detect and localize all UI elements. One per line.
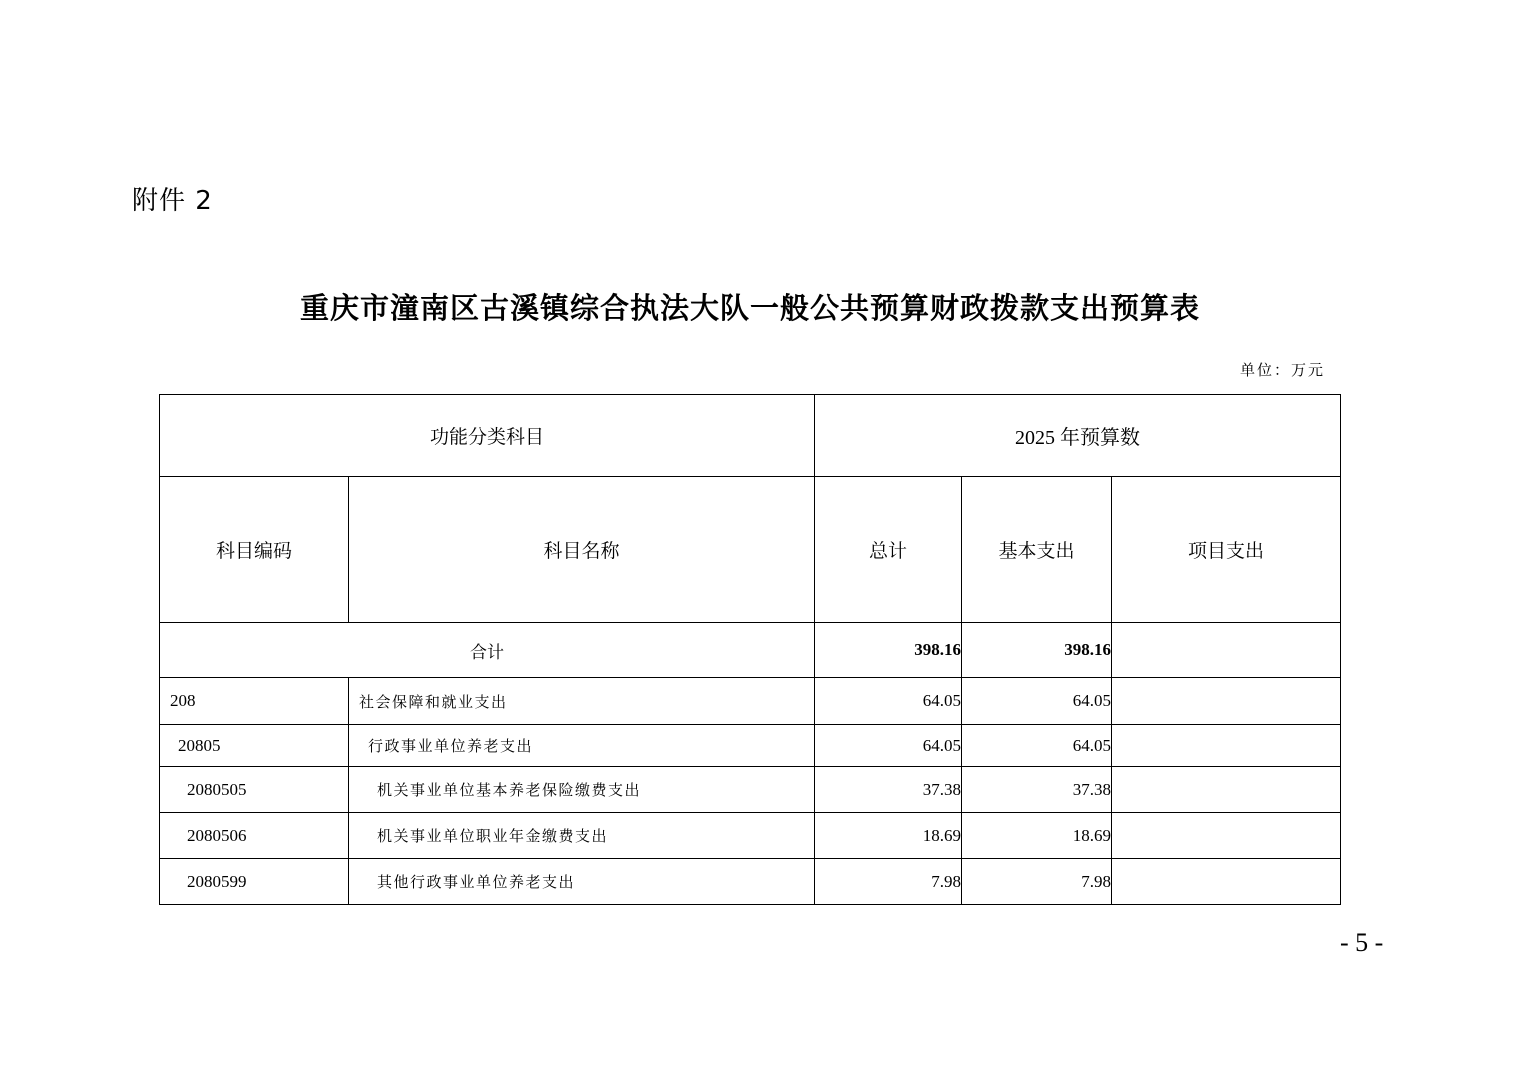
table-total-row: [160, 623, 1341, 678]
row-total: 37.38: [815, 767, 962, 813]
row-project: [1112, 767, 1341, 813]
row-name: 机关事业单位职业年金缴费支出: [349, 813, 815, 859]
budget-table: [159, 394, 1341, 905]
total-total-value: 398.16: [815, 623, 962, 678]
table-row: [160, 859, 1341, 905]
row-code: 2080599: [160, 859, 349, 905]
table-group-header-row: [160, 395, 1341, 477]
table-row: [160, 813, 1341, 859]
row-basic: 18.69: [962, 813, 1112, 859]
total-project-value: [1112, 623, 1341, 678]
row-total: 64.05: [815, 725, 962, 767]
row-total: 18.69: [815, 813, 962, 859]
table-row: [160, 725, 1341, 767]
row-name: 社会保障和就业支出: [349, 678, 815, 725]
row-code: 20805: [160, 725, 349, 767]
row-code: 2080505: [160, 767, 349, 813]
row-basic: 37.38: [962, 767, 1112, 813]
row-total: 64.05: [815, 678, 962, 725]
page-number: - 5 -: [1340, 928, 1384, 957]
row-project: [1112, 725, 1341, 767]
attachment-label: 附件 2: [132, 186, 213, 216]
group-header-budget-year: 2025 年预算数: [815, 395, 1341, 477]
row-project: [1112, 813, 1341, 859]
row-project: [1112, 859, 1341, 905]
row-basic: 7.98: [962, 859, 1112, 905]
table-row: [160, 767, 1341, 813]
row-basic: 64.05: [962, 725, 1112, 767]
row-name: 行政事业单位养老支出: [349, 725, 815, 767]
table-row: [160, 678, 1341, 725]
group-header-function: 功能分类科目: [160, 395, 815, 477]
column-header-name: 科目名称: [349, 477, 815, 623]
row-basic: 64.05: [962, 678, 1112, 725]
row-name: 机关事业单位基本养老保险缴费支出: [349, 767, 815, 813]
row-code: 2080506: [160, 813, 349, 859]
column-header-code: 科目编码: [160, 477, 349, 623]
unit-label: 单位：万元: [1240, 361, 1326, 379]
row-total: 7.98: [815, 859, 962, 905]
total-basic-value: 398.16: [962, 623, 1112, 678]
page-title: 重庆市潼南区古溪镇综合执法大队一般公共预算财政拨款支出预算表: [299, 291, 1200, 325]
column-header-basic: 基本支出: [962, 477, 1112, 623]
column-header-total: 总计: [815, 477, 962, 623]
row-project: [1112, 678, 1341, 725]
column-header-project: 项目支出: [1112, 477, 1341, 623]
row-code: 208: [160, 678, 349, 725]
row-name: 其他行政事业单位养老支出: [349, 859, 815, 905]
total-label: 合计: [160, 623, 815, 678]
table-column-header-row: [160, 477, 1341, 623]
